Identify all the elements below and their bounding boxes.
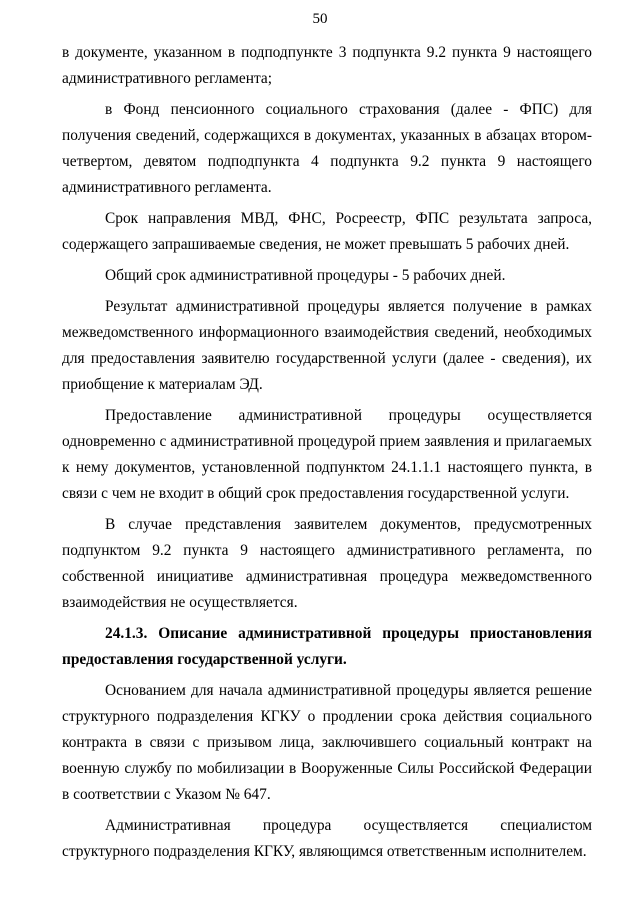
paragraph-5: Результат административной процедуры является получение в рамках межведомственного информационного взаимодействия сведений, необходимых для предоставления заявителю государственной услуги (далее - сведения), их приобщение к материалам ЭД. [62,298,592,393]
document-body [62,40,592,870]
paragraph-7: В случае представления заявителем документов, предусмотренных подпунктом 9.2 пункта 9 настоящего административного регламента, по собственной инициативе административная процедура межведомственного взаимодействия не осуществляется. [62,516,592,611]
paragraph-4: Общий срок административной процедуры - 5 рабочих дней. [105,267,506,284]
page-number: 50 [312,11,328,27]
paragraph-9: Основанием для начала административной процедуры является решение структурного подразделения КГКУ о продлении срока действия социального контракта в связи с призывом лица, заключившего социальный контракт на военную службу по мобилизации в Вооруженные Силы Российской Федерации в соответствии с Указом № 647. [62,682,592,803]
section-heading: 24.1.3. Описание административной процедуры приостановления предоставления государственной услуги. [62,625,592,668]
paragraph-3: Срок направления МВД, ФНС, Росреестр, ФПС результата запроса, содержащего запрашиваемые сведения, не может превышать 5 рабочих дней. [62,210,592,253]
paragraph-10: Административная процедура осуществляется специалистом структурного подразделения КГКУ, являющимся ответственным исполнителем. [62,817,592,860]
paragraph-2: в Фонд пенсионного социального страхования (далее - ФПС) для получения сведений, содержащихся в документах, указанных в абзацах втором-четвертом, девятом подподпункта 4 подпункта 9.2 пункта 9 настоящего административного регламента. [62,101,592,196]
paragraph-1: в документе, указанном в подподпункте 3 подпункта 9.2 пункта 9 настоящего административного регламента; [62,44,592,87]
paragraph-6: Предоставление административной процедуры осуществляется одновременно с административной процедурой прием заявления и прилагаемых к нему документов, установленной подпунктом 24.1.1.1 настоящего пункта, в связи с чем не входит в общий срок предоставления государственной услуги. [62,407,592,502]
